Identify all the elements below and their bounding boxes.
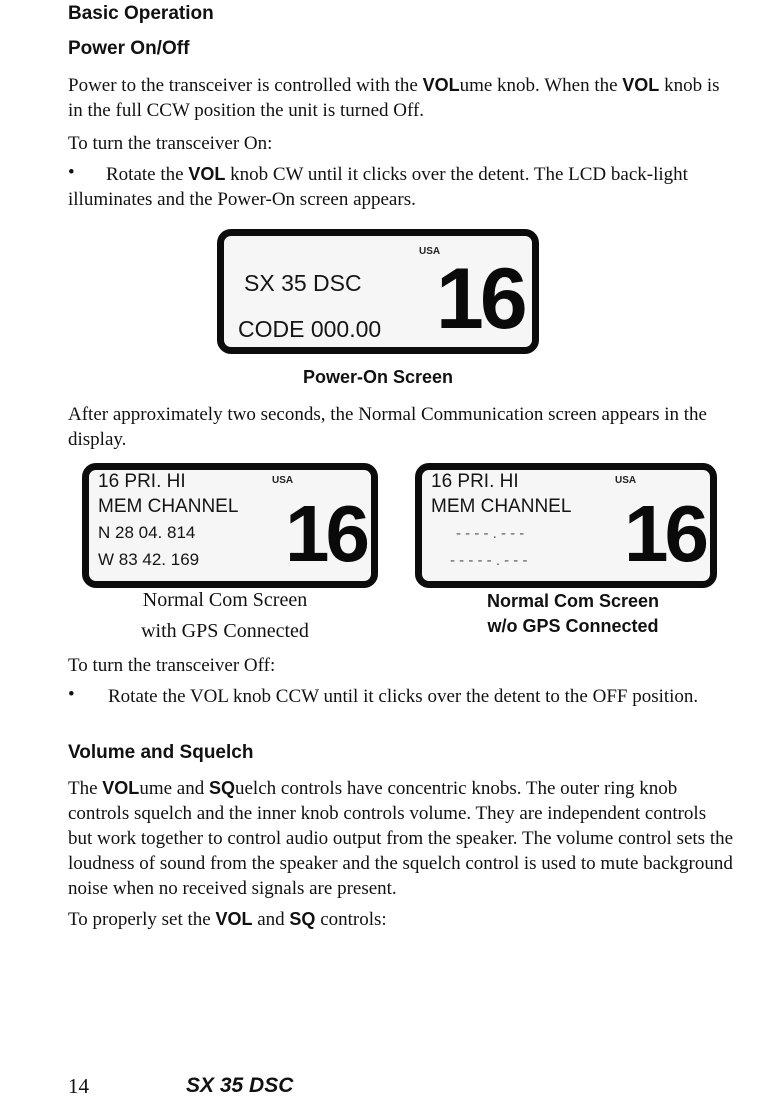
lcd-line-longitude: W 83 42. 169 bbox=[98, 550, 200, 569]
turn-on-label: To turn the transceiver On: bbox=[68, 133, 273, 154]
caption-gps-screen-line1: Normal Com Screen bbox=[142, 589, 308, 611]
gps-lcd-screen bbox=[82, 463, 378, 588]
caption-no-gps-screen-line1: Normal Com Screen bbox=[486, 591, 660, 611]
usa-indicator: USA bbox=[419, 246, 441, 257]
no-gps-lcd-screen bbox=[415, 463, 717, 588]
turn-off-label: To turn the transceiver Off: bbox=[68, 655, 276, 676]
usa-indicator: USA bbox=[272, 475, 294, 486]
paragraph-volume-squelch: The VOLume and SQuelch controls have concentric knobs. The outer ring knob controls squelch and the inner knob controls volume. They are independent controls but work together to control audio output from the speaker. The volume control sets the loudness of sound from the speaker and the squelch control is used to mute background noise when no received signals are present. bbox=[68, 778, 734, 899]
lcd-channel-number: 16 bbox=[436, 251, 524, 347]
page-number: 14 bbox=[68, 1074, 89, 1098]
paragraph-power-control: Power to the transceiver is controlled with the VOLume knob. When the VOL knob is in the full CCW position the unit is turned Off. bbox=[68, 75, 720, 121]
caption-no-gps-screen-line2: w/o GPS Connected bbox=[487, 616, 659, 636]
lcd-channel-number: 16 bbox=[285, 489, 366, 578]
bullet-mark: • bbox=[68, 684, 75, 705]
bullet-turn-off: Rotate the VOL knob CCW until it clicks over the detent to the OFF position. bbox=[108, 686, 699, 707]
lcd-line-code: CODE 000.00 bbox=[238, 316, 382, 342]
set-controls-label: To properly set the VOL and SQ controls: bbox=[68, 909, 387, 930]
lcd-line-latitude: N 28 04. 814 bbox=[98, 523, 196, 542]
heading-power-onoff: Power On/Off bbox=[68, 38, 190, 59]
lcd-line-longitude-blank: - - - - - . - - - bbox=[450, 552, 528, 569]
heading-basic-operation: Basic Operation bbox=[68, 3, 214, 24]
heading-volume-squelch: Volume and Squelch bbox=[68, 742, 254, 763]
lcd-line-latitude-blank: - - - - . - - - bbox=[456, 525, 525, 542]
caption-power-on-screen: Power-On Screen bbox=[302, 367, 454, 387]
usa-indicator: USA bbox=[615, 475, 637, 486]
bullet-mark: • bbox=[68, 162, 75, 183]
caption-gps-screen-line2: with GPS Connected bbox=[141, 620, 309, 642]
lcd-line-model: SX 35 DSC bbox=[244, 270, 362, 296]
power-on-lcd-screen bbox=[217, 229, 539, 354]
bullet-turn-on: Rotate the VOL knob CW until it clicks over the detent. The LCD back-light illuminates and the Power-On screen appears. bbox=[68, 164, 688, 210]
footer-title: SX 35 DSC bbox=[186, 1074, 294, 1097]
lcd-channel-number: 16 bbox=[624, 489, 705, 578]
lcd-line-priority: 16 PRI. HI bbox=[431, 471, 519, 492]
lcd-line-mem-channel: MEM CHANNEL bbox=[431, 496, 572, 517]
lcd-line-priority: 16 PRI. HI bbox=[98, 471, 186, 492]
paragraph-after-power-on: After approximately two seconds, the Normal Communication screen appears in the display. bbox=[68, 404, 707, 450]
lcd-line-mem-channel: MEM CHANNEL bbox=[98, 496, 239, 517]
